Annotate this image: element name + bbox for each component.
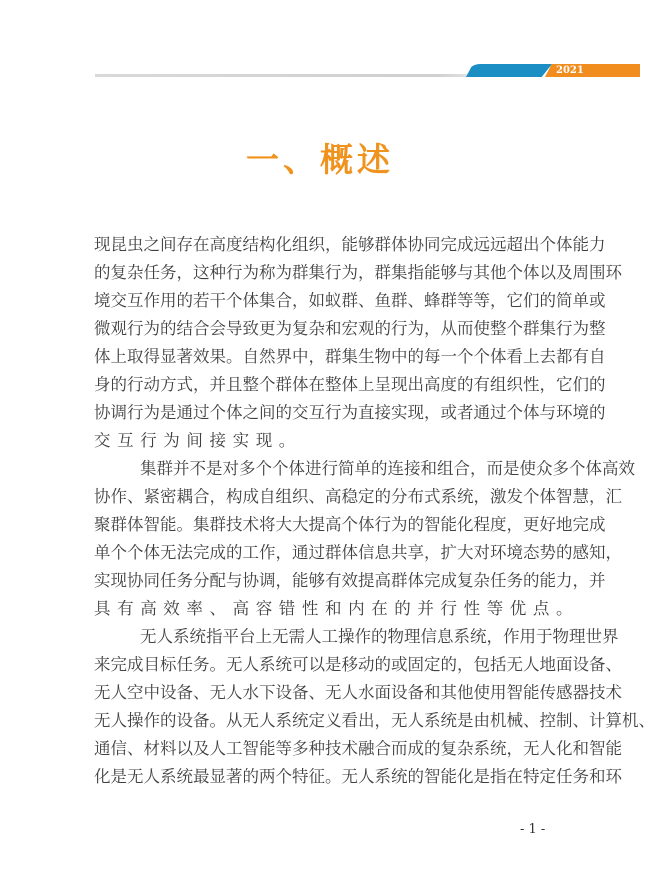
paragraph [94,455,635,623]
text-line: 具有高效率、高容错性和内在的并行性等优点。 [94,599,580,618]
header-rule [95,74,475,77]
text-line: 单个个体无法完成的工作，通过群体信息共享，扩大对环境态势的感知， [94,543,622,562]
text-line: 协作、紧密耦合，构成自组织、高稳定的分布式系统，激发个体智慧，汇 [94,487,622,506]
text-line: 来完成目标任务。无人系统可以是移动的或固定的，包括无人地面设备、 [94,655,622,674]
text-line: 体上取得显著效果。自然界中，群集生物中的每一个个体看上去都有自 [94,347,606,366]
section-title: 一、概述 [246,140,394,179]
text-line: 交互行为间接实现。 [94,431,302,450]
header-blue-accent [466,64,552,77]
text-line: 通信、材料以及人工智能等多种技术融合而成的复杂系统，无人化和智能 [94,739,622,758]
text-line: 微观行为的结合会导致更为复杂和宏观的行为，从而使整个群集行为整 [94,319,606,338]
text-line: 的复杂任务，这种行为称为群集行为，群集指能够与其他个体以及周围环 [94,263,622,282]
text-line: 无人空中设备、无人水下设备、无人水面设备和其他使用智能传感器技术 [94,683,622,702]
text-line: 无人系统指平台上无需人工操作的物理信息系统，作用于物理世界 [140,627,619,646]
body-text [94,231,655,791]
text-line: 境交互作用的若干个体集合，如蚁群、鱼群、蜂群等等，它们的简单或 [94,291,606,310]
text-line: 无人操作的设备。从无人系统定义看出，无人系统是由机械、控制、计算机、 [94,711,655,730]
text-line: 实现协同任务分配与协调，能够有效提高群体完成复杂任务的能力，并 [94,571,606,590]
page-number: - 1 - [520,822,546,837]
paragraph [94,231,622,455]
header-year: 2021 [556,65,584,76]
paragraph [94,623,655,791]
text-line: 聚群体智能。集群技术将大大提高个体行为的智能化程度，更好地完成 [94,515,606,534]
text-line: 现昆虫之间存在高度结构化组织，能够群体协同完成远远超出个体能力 [94,235,606,254]
text-line: 集群并不是对多个个体进行简单的连接和组合，而是使众多个体高效 [140,459,635,478]
text-line: 身的行动方式，并且整个群体在整体上呈现出高度的有组织性，它们的 [94,375,606,394]
text-line: 协调行为是通过个体之间的交互行为直接实现，或者通过个体与环境的 [94,403,606,422]
text-line: 化是无人系统最显著的两个特征。无人系统的智能化是指在特定任务和环 [94,767,622,786]
